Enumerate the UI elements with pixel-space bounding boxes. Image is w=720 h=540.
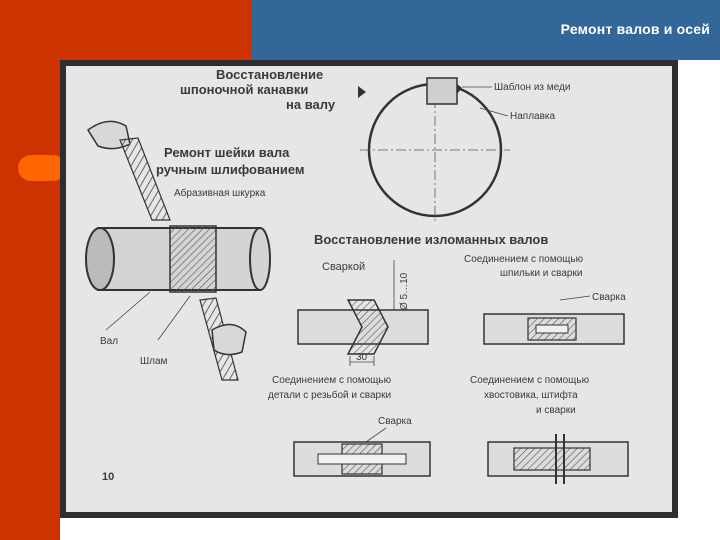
stud-method-title-line-1: Соединением с помощью (464, 254, 584, 265)
threaded-weld-label: Сварка (378, 416, 412, 427)
polishing-title-line-1: Ремонт шейки вала (164, 145, 290, 160)
sludge-label: Шлам (140, 356, 168, 367)
threaded-insert (318, 454, 406, 464)
keyway-title-line-1: Восстановление (216, 67, 324, 82)
stud-method-title-line-2: шпильки и сварки (500, 268, 583, 279)
diagram-slide-photo (60, 60, 678, 518)
threaded-method-title-line-1: Соединением с помощью (272, 375, 392, 386)
abrasive-band-on-shaft (170, 226, 216, 292)
keyway-title-line-2: шпоночной канавки (180, 82, 309, 97)
diameter-dimension: Ø 5…10 (399, 272, 410, 310)
lower-hand-icon (212, 324, 246, 354)
length-dimension: 30 (356, 352, 368, 363)
shank-insert (514, 448, 590, 470)
polishing-title-line-2: ручным шлифованием (156, 162, 305, 177)
left-accent-band (0, 0, 60, 540)
shaft-label: Вал (100, 336, 119, 347)
shank-method-title-line-1: Соединением с помощью (470, 375, 590, 386)
keyway-title-line-3: на валу (286, 97, 336, 112)
stud-pin (536, 325, 568, 333)
threaded-method-title-line-2: детали с резьбой и сварки (268, 390, 392, 401)
page-number: 10 (102, 471, 115, 483)
stud-weld-label: Сварка (592, 292, 626, 303)
copper-template-label: Шаблон из меди (494, 82, 571, 93)
top-red-block (0, 0, 252, 60)
diagram-canvas (60, 60, 678, 518)
abrasive-strip-label: Абразивная шкурка (174, 188, 266, 199)
weld-deposit-label: Наплавка (510, 111, 556, 122)
shank-method-title-line-2: хвостовика, штифта (484, 390, 578, 401)
broken-shafts-title: Восстановление изломанных валов (314, 232, 549, 247)
shank-method-title-line-3: и сварки (536, 405, 576, 416)
copper-template-block (427, 78, 457, 104)
shaft-end-face (86, 228, 114, 290)
slide-title: Ремонт валов и осей (560, 21, 710, 37)
welding-method-label: Сваркой (322, 261, 366, 273)
orange-bullet-decoration (18, 155, 66, 181)
